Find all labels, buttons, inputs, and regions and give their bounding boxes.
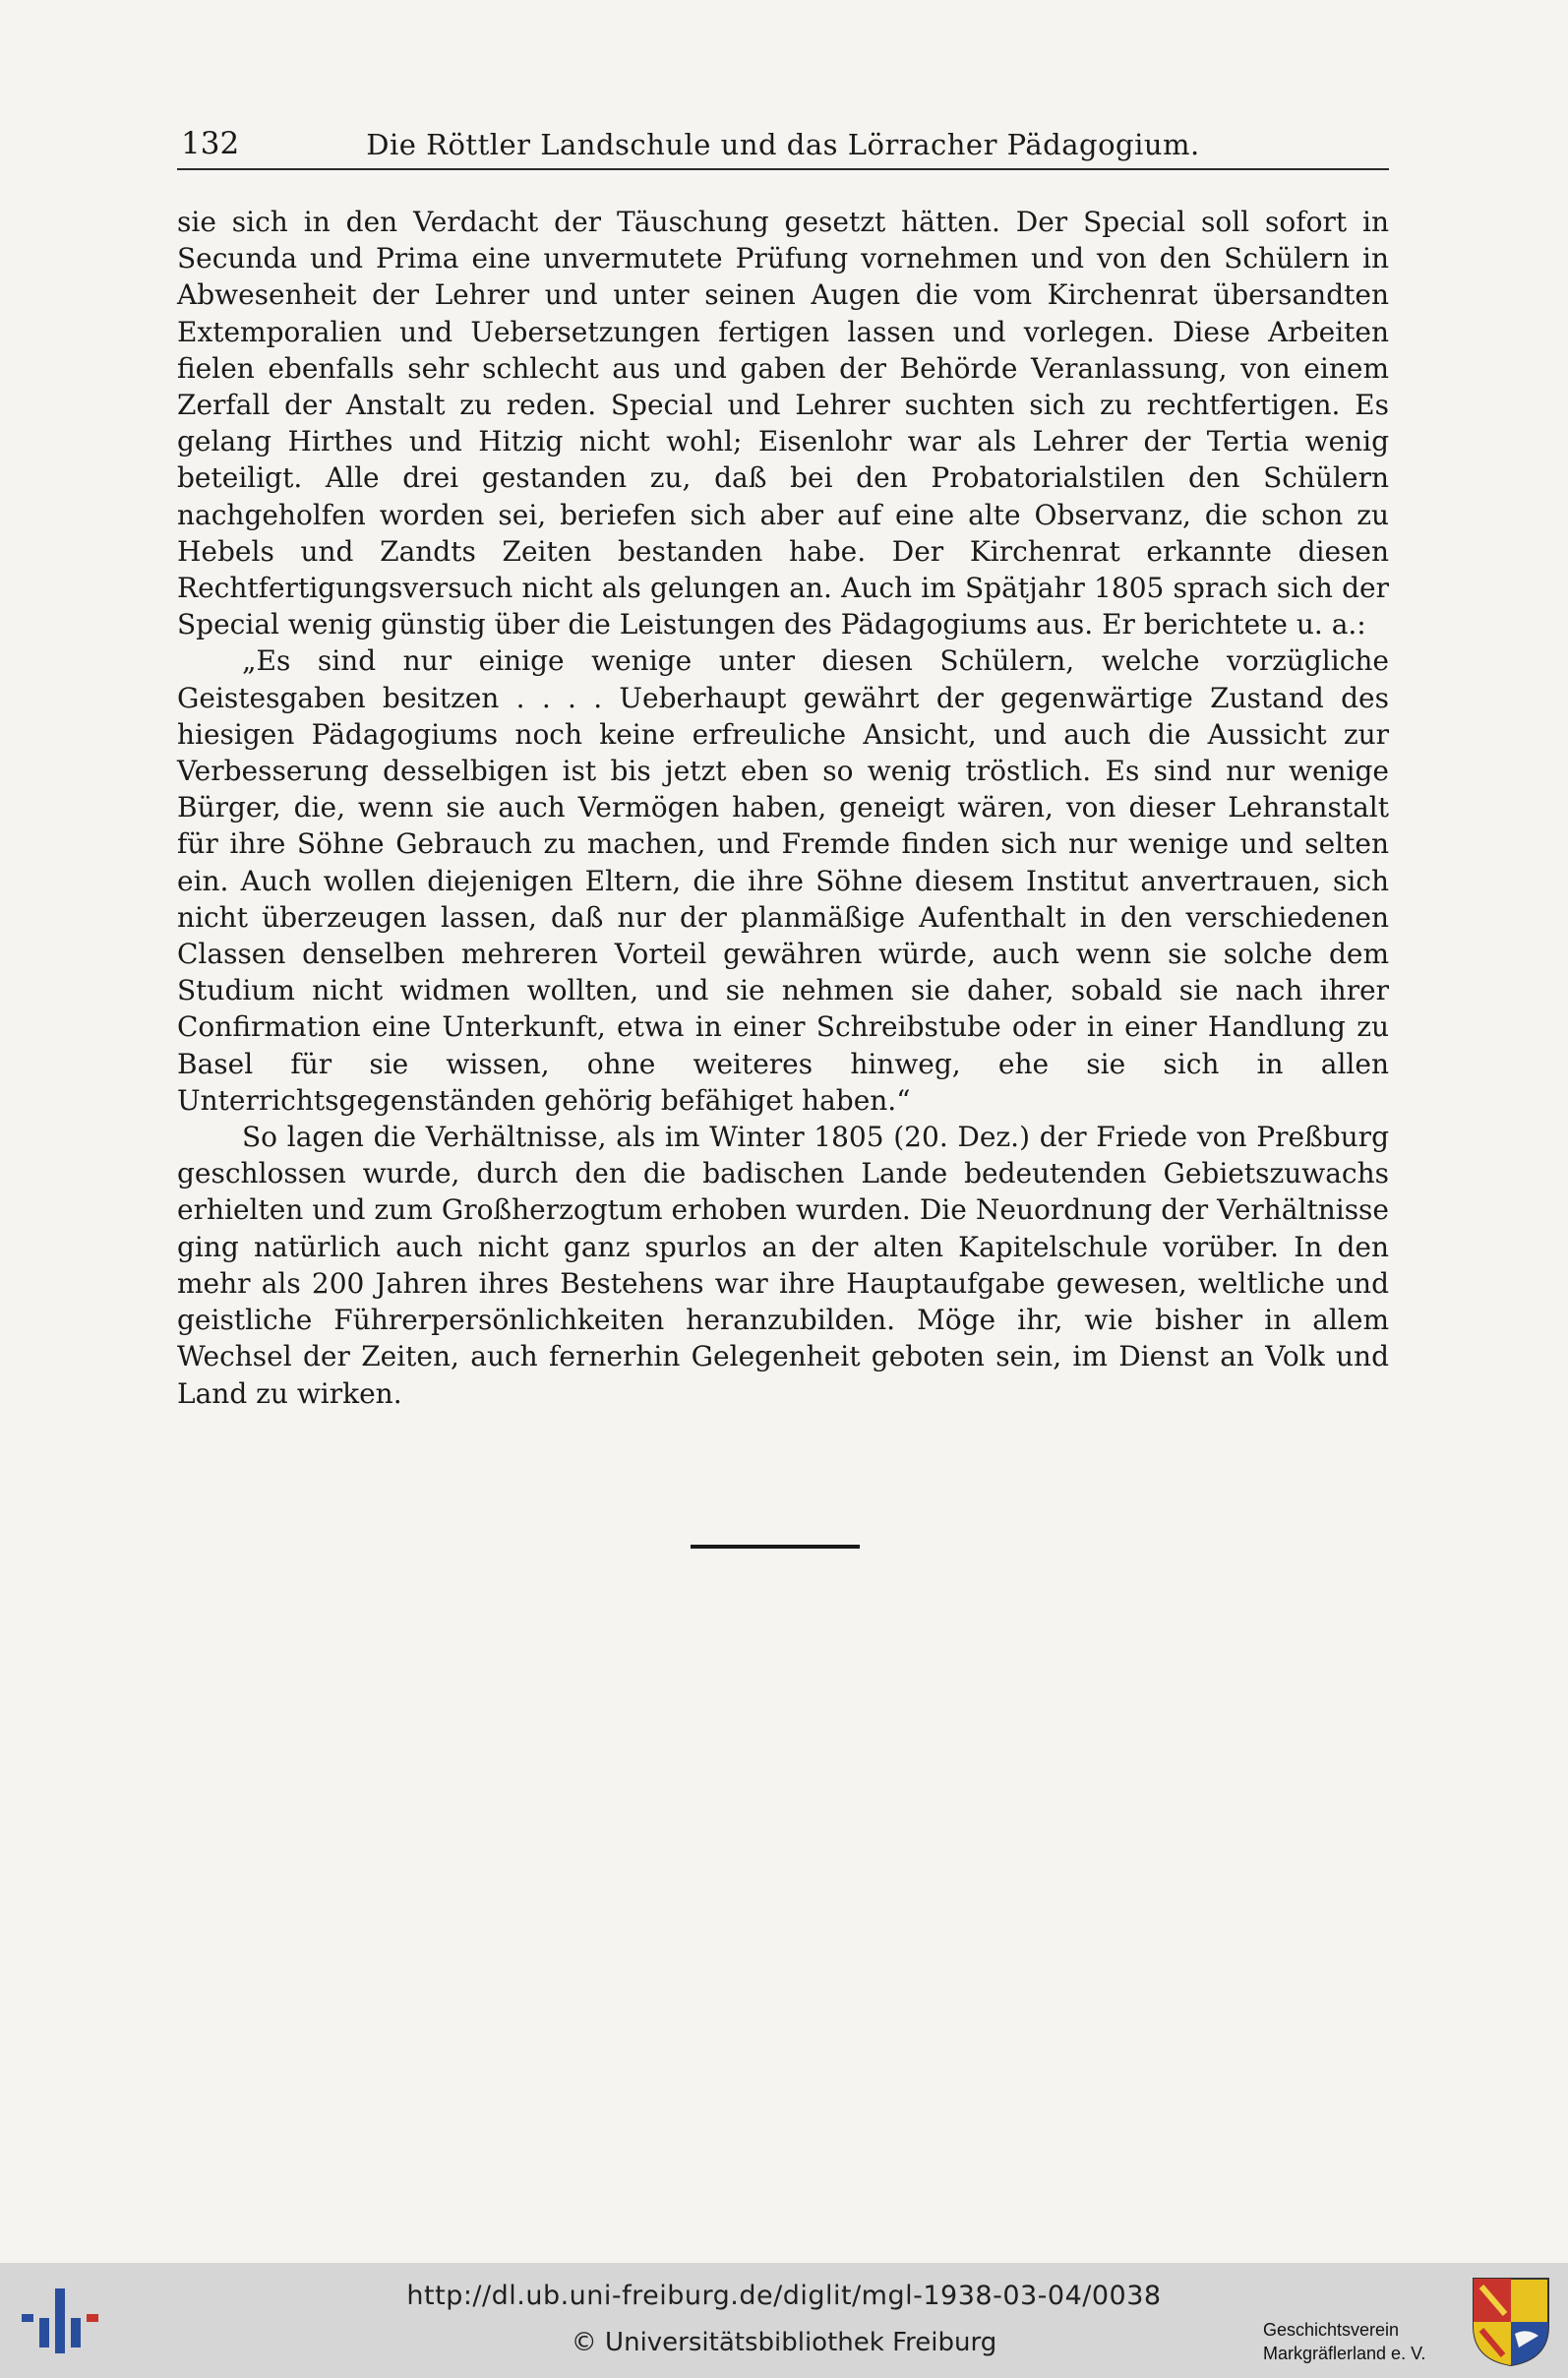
copyright-notice: © Universitätsbibliothek Freiburg <box>571 2328 997 2357</box>
quote-paragraph: „Es sind nur einige wenige unter diesen Schülern, welche vorzügliche Geistesgaben besitzen . . . . Ueberhaupt gewährt der gegenwärtige Zustand des hiesigen Pädagogiums noch keine erfreuliche Ansicht, und auch die Aussicht zur Verbesserung desselbigen ist bis jetzt eben so wenig tröstlich. Es sind nur wenige Bürger, die, wenn sie auch Vermögen haben, geneigt wären, von dieser Lehranstalt für ihre Söhne Gebrauch zu machen, und Fremde finden sich nur wenige und selten ein. Auch wollen diejenigen Eltern, die ihre Söhne diesem Institut anvertrauen, sich nicht überzeugen lassen, daß nur der planmäßige Aufenthalt in den verschiedenen Classen denselben mehreren Vorteil gewähren würde, auch wenn sie solche dem Studium nicht widmen wollten, und sie nehmen sie daher, sobald sie nach ihrer Confirmation eine Unterkunft, etwa in einer Schreibstube oder in einer Handlung zu Basel für sie wissen, ohne weiteres hinweg, ehe sie sich in allen Unterrichtsgegenständen gehörig befähiget haben.“ <box>177 644 1389 1117</box>
association-line-1: Geschichtsverein <box>1263 2320 1400 2340</box>
association-line-2: Markgräflerland e. V. <box>1263 2344 1426 2363</box>
paragraph: So lagen die Verhältnisse, als im Winter 1805 (20. Dez.) der Friede von Preßburg geschlossen wurde, durch den die badischen Lande bedeutenden Gebietszuwachs erhielten und zum Großherzogtum erhoben wurden. Die Neuordnung der Verhältnisse ging natürlich auch nicht ganz spurlos an der alten Kapitelschule vorüber. In den mehr als 200 Jahren ihres Bestehens war ihre Hauptaufgabe gewesen, weltliche und geistliche Führerpersönlichkeiten heranzubilden. Möge ihr, wie bisher in allem Wechsel der Zeiten, auch fernerhin Gelegenheit geboten sein, im Dienst an Volk und Land zu wirken. <box>177 1121 1389 1410</box>
header-rule <box>177 168 1389 170</box>
footer-bar <box>0 2263 1568 2378</box>
coat-of-arms-icon[interactable] <box>1472 2277 1550 2367</box>
running-head: Die Röttler Landschule und das Lörracher Pädagogium. <box>366 128 1200 161</box>
end-rule <box>691 1545 860 1549</box>
association-name <box>1263 2318 1470 2365</box>
document-url[interactable]: http://dl.ub.uni-freiburg.de/diglit/mgl-1938-03-04/0038 <box>406 2281 1162 2311</box>
body-text <box>177 204 1389 1412</box>
paragraph: sie sich in den Verdacht der Täuschung gesetzt hätten. Der Special soll sofort in Secunda und Prima eine unvermutete Prüfung vornehmen und von den Schülern in Abwesenheit der Lehrer und unter seinen Augen die vom Kirchenrat übersandten Extemporalien und Uebersetzungen fertigen lassen und vorlegen. Diese Arbeiten fielen ebenfalls sehr schlecht aus und gaben der Behörde Veranlassung, von einem Zerfall der Anstalt zu reden. Special und Lehrer suchten sich zu rechtfertigen. Es gelang Hirthes und Hitzig nicht wohl; Eisenlohr war als Lehrer der Tertia wenig beteiligt. Alle drei gestanden zu, daß bei den Probatorialstilen den Schülern nachgeholfen worden sei, beriefen sich aber auf eine alte Observanz, die schon zu Hebels und Zandts Zeiten bestanden habe. Der Kirchenrat erkannte diesen Rechtfertigungsversuch nicht als gelungen an. Auch im Spätjahr 1805 sprach sich der Special wenig günstig über die Leistungen des Pädagogiums aus. Er berichtete u. a.: <box>177 206 1389 641</box>
page-header <box>177 126 1389 169</box>
page-number: 132 <box>181 126 240 161</box>
